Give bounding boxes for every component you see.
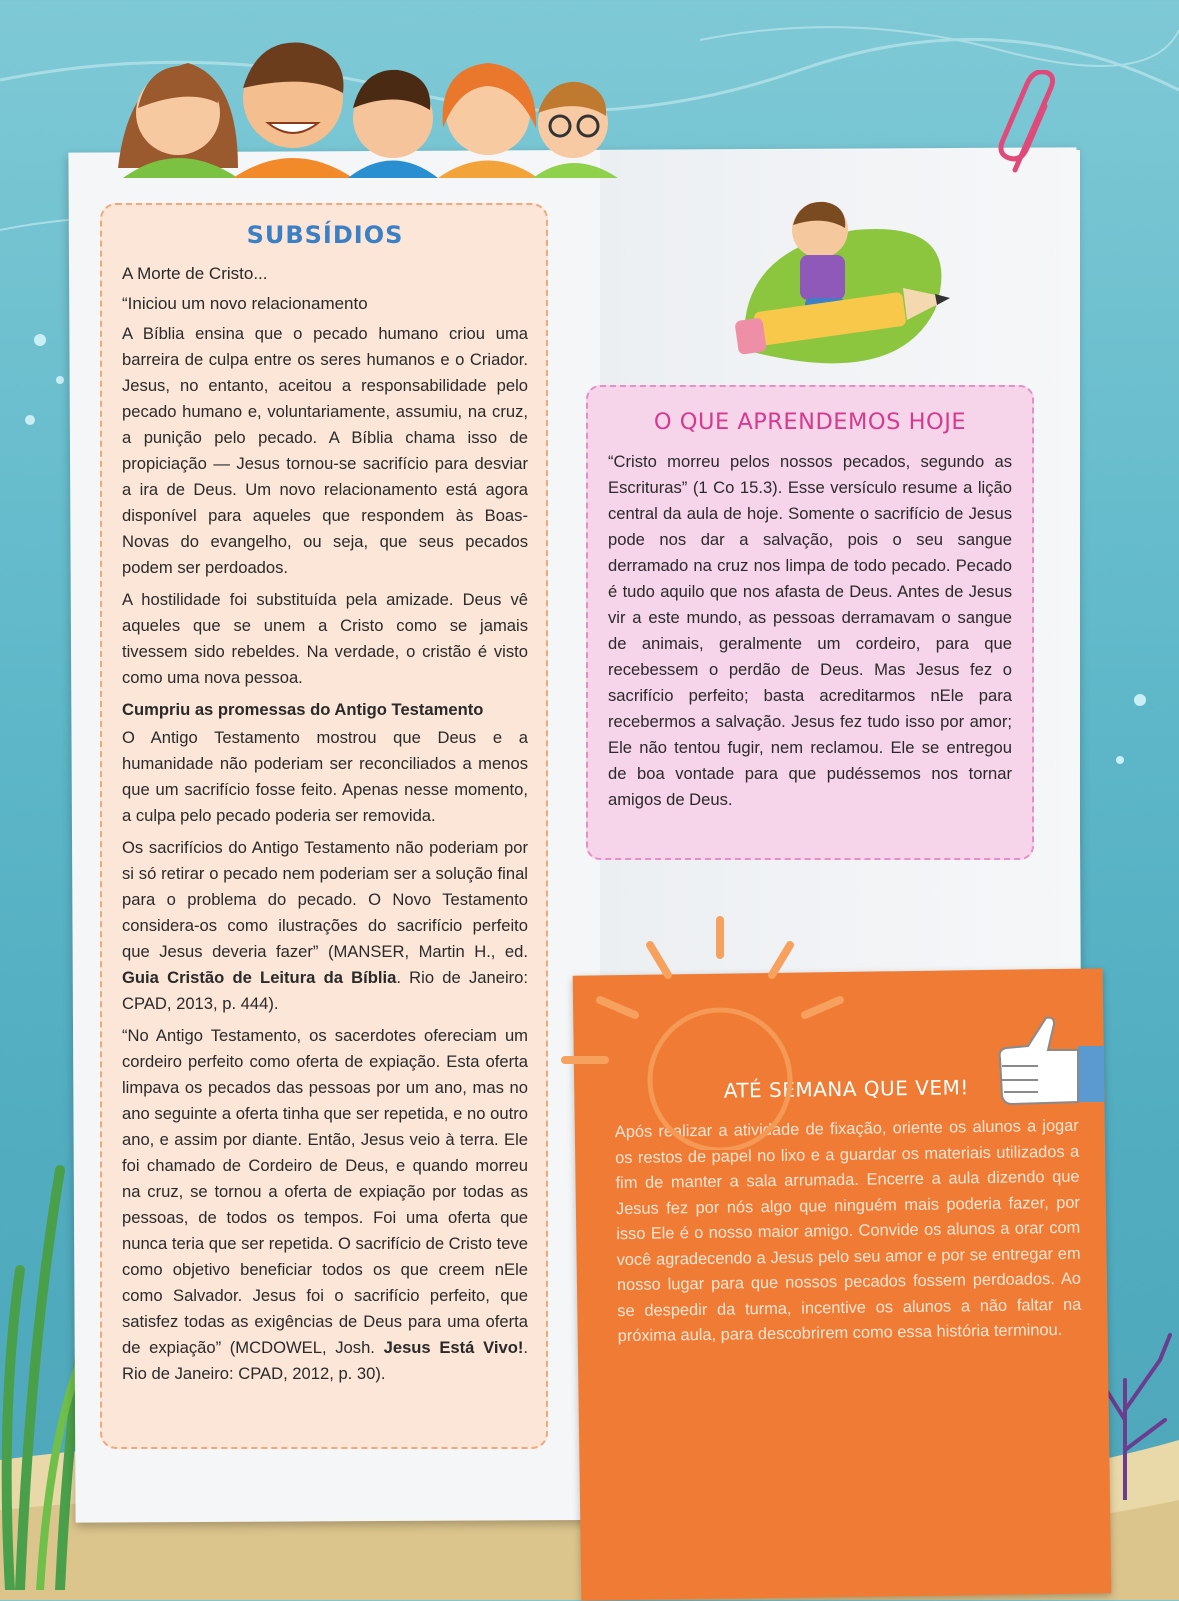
subsidios-paragraph: A Bíblia ensina que o pecado humano criou uma barreira de culpa entre os seres humanos e o Criador. Jesus, no entanto, aceitou a responsabilidade pelo pecado humano e, voluntariamente, assumiu, na cruz, a punição pelo pecado. A Bíblia chama isso de propiciação — Jesus tornou-se sacrifício para desviar a ira de Deus. Um novo relacionamento está agora disponível para aqueles que respondem às Boas-Novas do evangelho, ou seja, que seus pecados podem ser perdoados.: [122, 324, 528, 577]
paperclip-icon: [995, 70, 1065, 180]
citation-book-title: Jesus Está Vivo!: [383, 1338, 524, 1357]
subsidios-paragraph: A hostilidade foi substituída pela amizade. Deus vê aqueles que se unem a Cristo como se jamais tivessem sido rebeldes. Na verdade, o cristão é visto como uma nova pessoa.: [122, 590, 528, 687]
citation-details: . Rio de Janeiro: CPAD, 2012, p. 30).: [122, 1338, 528, 1383]
ate-semana-text: Após realizar a atividade de fixação, oriente os alunos a jogar os restos de papel no lixo e a guardar os materiais utilizados a fim de manter a sala arrumada. Encerre a aula dizendo que Jesus fez por nós algo que ninguém mais poderia fazer, por isso Ele é o nosso maior amigo. Convide os alunos a orar com você agradecendo a Jesus pelo seu amor e por se entregar em nosso lugar para que nossos pecados fossem perdoados. Ao se despedir da turma, incentive os alunos a não faltar na próxima aula, para descobrirem como essa história terminou.: [614, 1116, 1082, 1346]
subsidios-heading: A Morte de Cristo...: [122, 264, 268, 283]
subsidios-subheading: “Iniciou um novo relacionamento: [122, 294, 368, 313]
subsidios-paragraph: [122, 1023, 528, 1387]
subsidios-title: SUBSÍDIOS: [246, 221, 404, 249]
citation-text: “No Antigo Testamento, os sacerdotes ofereciam um cordeiro perfeito como oferta de expiação. Esta oferta limpava os pecados das pessoas por um ano, mas no ano seguinte a oferta tinha que ser repetida, e no outro ano, e assim por diante. Então, Jesus veio à terra. Ele foi chamado de Cordeiro de Deus, e quando morreu na cruz, se tornou a oferta de expiação por todas as pessoas, de todos os tempos. Foi uma oferta que nunca teria que ser repetida. O sacrifício de Cristo teve como objetivo beneficiar todos os que creem nEle como Salvador. Jesus foi o sacrifício perfeito, que satisfez todas as exigências de Deus para uma oferta de expiação” (MCDOWEL, Josh.: [122, 1026, 528, 1357]
ate-semana-title: ATÉ SEMANA QUE VEM!: [723, 1075, 969, 1103]
subsidios-section-heading: Cumpriu as promessas do Antigo Testamento: [122, 700, 484, 719]
subsidios-paragraph: [122, 835, 528, 1017]
subsidios-box: [100, 203, 548, 1449]
subsidios-paragraph: O Antigo Testamento mostrou que Deus e a humanidade não poderiam ser reconciliados a menos que um sacrifício fosse feito. Apenas nesse momento, a culpa pelo pecado poderia ser removida.: [122, 728, 528, 825]
boy-on-pencil-illustration: [735, 190, 965, 390]
aprendemos-hoje-title: O QUE APRENDEMOS HOJE: [653, 409, 967, 435]
citation-book-title: Guia Cristão de Leitura da Bíblia: [122, 968, 397, 987]
aprendemos-hoje-text: “Cristo morreu pelos nossos pecados, segundo as Escrituras” (1 Co 15.3). Esse versículo resume a lição central da aula de hoje. Somente o sacrifício de Jesus pode nos dar a salvação, pois o seu sangue derramado na cruz nos limpa de todo pecado. Pecado é tudo aquilo que nos afasta de Deus. Antes de Jesus vir a este mundo, as pessoas derramavam o sangue de animais, geralmente um cordeiro, para que recebessem o perdão de Deus. Mas Jesus fez o sacrifício perfeito; basta acreditarmos nEle para recebermos a salvação. Jesus fez tudo isso por amor; Ele não tentou fugir, nem reclamou. Ele se entregou de boa vontade para que pudéssemos nos tornar amigos de Deus.: [608, 452, 1012, 809]
citation-details: . Rio de Janeiro: CPAD, 2013, p. 444).: [122, 968, 528, 1013]
thumbs-up-icon: [998, 1016, 1108, 1106]
aprendemos-hoje-box: [586, 385, 1034, 860]
kids-group-illustration: [118, 18, 628, 178]
citation-text: Os sacrifícios do Antigo Testamento não poderiam por si só retirar o pecado nem poderiam ser a solução final para o problema do pecado. O Novo Testamento considera-os como ilustrações do sacrifício perfeito que Jesus deveria fazer” (MANSER, Martin H., ed.: [122, 838, 528, 961]
lightbulb-icon: [560, 910, 880, 1150]
